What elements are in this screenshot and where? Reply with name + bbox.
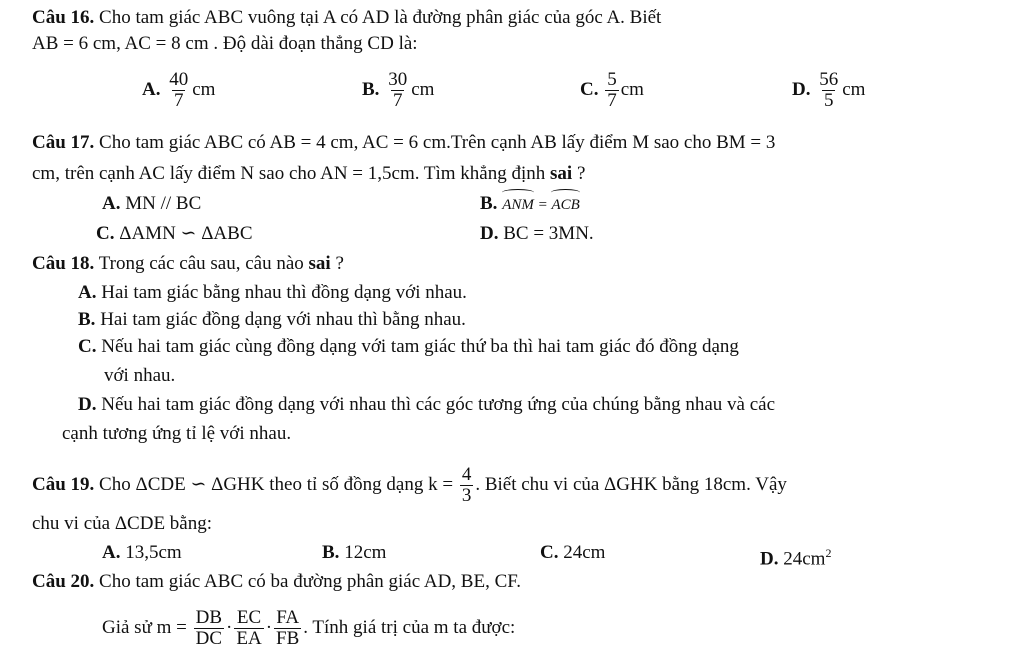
angle-anm: ANM	[502, 193, 534, 217]
option-text: 13,5cm	[120, 542, 182, 563]
option-letter: B.	[322, 542, 340, 563]
denominator: 5	[823, 90, 834, 111]
multiply-dot: ·	[265, 616, 273, 638]
option-text: BC = 3MN.	[498, 223, 594, 244]
option-letter: B.	[78, 309, 96, 330]
option-text: 24cm	[558, 542, 606, 563]
angle-acb: ACB	[551, 193, 579, 217]
q17-option-a	[102, 192, 201, 216]
q16-stem-line-1	[32, 6, 661, 30]
option-text: cạnh tương ứng tỉ lệ với nhau.	[62, 423, 292, 444]
numerator: 30	[388, 69, 408, 90]
q17-stem-line-1	[32, 131, 775, 155]
fraction	[817, 70, 840, 111]
q19-stem-b: . Biết chu vi của ΔGHK bằng 18cm. Vậy	[475, 473, 787, 495]
q17-option-d	[480, 222, 594, 246]
option-letter: A.	[102, 193, 121, 214]
fraction-db-dc	[194, 608, 224, 649]
denominator: 7	[607, 90, 617, 111]
option-letter: D.	[792, 78, 811, 100]
denominator: DC	[195, 628, 223, 649]
option-letter: D.	[480, 223, 499, 244]
option-letter: B.	[480, 193, 498, 214]
numerator: 4	[461, 464, 472, 485]
superscript: 2	[825, 546, 832, 560]
q18-label: Câu 18.	[32, 253, 95, 274]
denominator: 7	[392, 90, 403, 111]
q18-stem	[32, 252, 344, 276]
fraction-fa-fb	[274, 608, 301, 649]
q17-stem-1: Cho tam giác ABC có AB = 4 cm, AC = 6 cm.Trên cạnh AB lấy điểm M sao cho BM = 3	[94, 132, 776, 153]
fraction	[605, 70, 619, 111]
option-text: Nếu hai tam giác đồng dạng với nhau thì các góc tương ứng của chúng bằng nhau và các	[96, 394, 776, 415]
option-text: 12cm	[339, 542, 387, 563]
q18-option-a	[78, 281, 467, 305]
option-text: với nhau.	[104, 365, 176, 386]
option-letter: C.	[78, 336, 97, 357]
q16-option-a	[142, 70, 215, 111]
q19-label: Câu 19.	[32, 473, 95, 495]
q20-stem-1: Cho tam giác ABC có ba đường phân giác AD, BE, CF.	[94, 571, 522, 592]
q18-stem-b: ?	[330, 253, 344, 274]
q17-label: Câu 17.	[32, 132, 95, 153]
option-letter: D.	[78, 394, 97, 415]
option-letter: C.	[540, 542, 559, 563]
q16-option-c	[580, 70, 644, 111]
denominator: 3	[461, 485, 472, 506]
q18-option-d	[78, 393, 775, 417]
q17-option-b	[480, 192, 580, 217]
q17-stem-2b: ?	[572, 163, 586, 184]
q17-stem-2a: cm, trên cạnh AC lấy điểm N sao cho AN = 1,5cm. Tìm khẳng định	[32, 163, 551, 184]
q16-stem-1: Cho tam giác ABC vuông tại A có AD là đường phân giác của góc A. Biết	[94, 7, 662, 28]
q19-stem-a: Cho ΔCDE ∽ ΔGHK theo tỉ số đồng dạng k =	[94, 473, 458, 495]
denominator: EA	[236, 628, 262, 649]
option-text: ΔAMN ∽ ΔABC	[114, 223, 253, 244]
option-letter: A.	[142, 78, 161, 100]
unit: cm	[842, 78, 866, 100]
unit: cm	[411, 78, 435, 100]
q18-stem-bold: sai	[308, 253, 331, 274]
option-text: Hai tam giác đồng dạng với nhau thì bằng nhau.	[95, 309, 466, 330]
q16-stem-line-2	[32, 32, 418, 56]
numerator: DB	[195, 607, 223, 628]
q20-stem-line-1	[32, 570, 521, 594]
fraction	[386, 70, 409, 111]
q20-stem-2a: Giả sử m =	[102, 616, 192, 638]
denominator: FB	[276, 628, 300, 649]
q18-option-b	[78, 308, 466, 332]
fraction	[167, 70, 190, 111]
q16-option-d	[792, 70, 865, 111]
q20-stem-line-2	[102, 608, 515, 649]
unit: cm	[620, 78, 644, 100]
q19-option-d	[760, 541, 831, 571]
q18-option-c	[78, 335, 739, 359]
q16-stem-2: AB = 6 cm, AC = 8 cm . Độ dài đoạn thẳng CD là:	[32, 33, 418, 54]
option-text: Hai tam giác bằng nhau thì đồng dạng với nhau.	[96, 282, 467, 303]
option-letter: C.	[580, 78, 599, 100]
multiply-dot: ·	[226, 616, 233, 638]
q19-stem-line-1	[32, 465, 787, 506]
q20-stem-2b: . Tính giá trị của m ta được:	[303, 616, 516, 638]
q17-stem-bold: sai	[550, 163, 573, 184]
q18-option-c-cont	[104, 364, 175, 388]
numerator: 56	[819, 69, 839, 90]
option-letter: C.	[96, 223, 115, 244]
q19-option-c	[540, 541, 605, 565]
q16-label: Câu 16.	[32, 7, 95, 28]
q17-option-c	[96, 222, 253, 246]
q17-stem-line-2	[32, 162, 585, 186]
option-letter: B.	[362, 78, 380, 100]
fraction-ec-ea	[234, 608, 263, 649]
q18-stem-a: Trong các câu sau, câu nào	[94, 253, 309, 274]
q19-option-b	[322, 541, 386, 565]
numerator: 40	[169, 69, 189, 90]
option-letter: A.	[78, 282, 97, 303]
equals: =	[533, 197, 552, 213]
option-text: 24cm	[778, 548, 826, 570]
unit: cm	[192, 78, 216, 100]
numerator: FA	[276, 607, 300, 628]
numerator: 5	[607, 69, 617, 90]
q19-stem-line-2	[32, 512, 212, 536]
option-letter: D.	[760, 548, 779, 570]
q18-option-d-cont	[62, 422, 291, 446]
q16-option-b	[362, 70, 434, 111]
denominator: 7	[173, 90, 184, 111]
numerator: EC	[236, 607, 262, 628]
q20-label: Câu 20.	[32, 571, 95, 592]
option-text: Nếu hai tam giác cùng đồng dạng với tam giác thứ ba thì hai tam giác đó đồng dạng	[96, 336, 739, 357]
q19-option-a	[102, 541, 182, 565]
option-letter: A.	[102, 542, 121, 563]
ratio-fraction	[460, 465, 474, 506]
q19-stem-2: chu vi của ΔCDE bằng:	[32, 513, 213, 534]
option-text: MN // BC	[120, 193, 202, 214]
